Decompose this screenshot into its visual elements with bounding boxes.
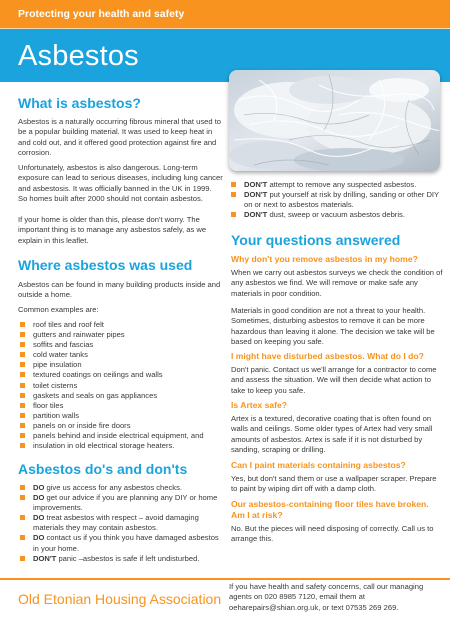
- list-item: pipe insulation: [20, 360, 230, 370]
- list-item: DO get our advice if you are planning any DIY or home improvements.: [20, 493, 225, 513]
- question-4: Can I paint materials containing asbestos?: [231, 460, 406, 470]
- list-item: soffits and fascias: [20, 340, 230, 350]
- list-item: DON'T attempt to remove any suspected asbestos.: [231, 180, 441, 190]
- donts-list: [231, 180, 441, 220]
- organisation-name: Old Etonian Housing Association: [18, 591, 222, 607]
- question-5: Our asbestos-containing floor tiles have broken. Am I at risk?: [231, 499, 429, 520]
- answer-1b: Materials in good condition are not a threat to your health. Sometimes, disturbing asbestos to remove it can be more hazardous than leaving it alone. The decision we take will be based on keeping you safe.: [231, 306, 435, 346]
- list-item: panels behind and inside electrical equipment, and: [20, 431, 230, 441]
- what-paragraph-2: Unfortunately, asbestos is also dangerous. Long-term exposure can lead to serious diseases, including lung cancer and asbestosis. It was officially banned in the UK in 1999. So homes built after 2000 should not contain asbestos.: [18, 163, 223, 203]
- list-item: panels on or inside fire doors: [20, 421, 230, 431]
- list-item: partition walls: [20, 411, 230, 421]
- tagline: Protecting your health and safety: [18, 8, 185, 20]
- where-paragraph-1: Asbestos can be found in many building products inside and outside a home.: [18, 280, 221, 300]
- footer-divider: [0, 578, 450, 580]
- list-item: cold water tanks: [20, 350, 230, 360]
- list-item: DON'T dust, sweep or vacuum asbestos debris.: [231, 210, 441, 220]
- list-item: toilet cisterns: [20, 381, 230, 391]
- list-item: DON'T panic –asbestos is safe if left undisturbed.: [20, 554, 225, 564]
- contact-info: If you have health and safety concerns, call our managing agents on 020 8985 7120, email them at oeharepairs@shian.org.uk, or text 07535 269 269.: [229, 582, 424, 612]
- list-item: floor tiles: [20, 401, 230, 411]
- heading-where-used: Where asbestos was used: [18, 257, 193, 273]
- answer-4: Yes, but don't sand them or use a wallpaper scraper. Prepare to paint by wiping dirt off with a damp cloth.: [231, 474, 437, 494]
- list-item: gaskets and seals on gas appliances: [20, 391, 230, 401]
- question-3: Is Artex safe?: [231, 400, 288, 410]
- asbestos-fibre-photo: [229, 70, 440, 171]
- examples-list: [20, 320, 230, 451]
- list-item: DO contact us if you think you have damaged asbestos in your home.: [20, 533, 225, 553]
- what-paragraph-3: If your home is older than this, please don't worry. The important thing is to manage any asbestos safely, as we explain in this leaflet.: [18, 215, 207, 245]
- heading-questions: Your questions answered: [231, 232, 401, 248]
- page-title: Asbestos: [18, 40, 139, 72]
- top-banner: [0, 0, 450, 28]
- heading-what-is-asbestos: What is asbestos?: [18, 95, 141, 111]
- list-item: DO give us access for any asbestos checks.: [20, 483, 225, 493]
- list-item: DO treat asbestos with respect – avoid damaging materials they may contain asbestos.: [20, 513, 225, 533]
- list-item: DON'T put yourself at risk by drilling, sanding or other DIY on or next to asbestos materials.: [231, 190, 441, 210]
- answer-1a: When we carry out asbestos surveys we check the condition of any asbestos we find. We will remove or make safe any materials in poor condition.: [231, 268, 443, 298]
- answer-3: Artex is a textured, decorative coating that is often found on walls and ceilings. Some older types of Artex had very small amounts of asbestos. Artex is safe if it is not disturbed by sanding, scraping or drilling.: [231, 414, 433, 454]
- list-item: gutters and rainwater pipes: [20, 330, 230, 340]
- what-paragraph-1: Asbestos is a naturally occurring fibrous mineral that used to be a popular building material. It was used to keep heat in and cold out, and it offered good protection against fire and corrosion.: [18, 117, 222, 157]
- heading-dos-donts: Asbestos do's and don'ts: [18, 461, 188, 477]
- dos-list: [20, 483, 225, 564]
- where-paragraph-2: Common examples are:: [18, 305, 99, 314]
- list-item: roof tiles and roof felt: [20, 320, 230, 330]
- list-item: textured coatings on ceilings and walls: [20, 370, 230, 380]
- list-item: insulation in old electrical storage heaters.: [20, 441, 230, 451]
- question-2: I might have disturbed asbestos. What do I do?: [231, 351, 424, 361]
- answer-2: Don't panic. Contact us we'll arrange for a contractor to come and assess the situation. We will then decide what action to take to keep you safe.: [231, 365, 437, 395]
- question-1: Why don't you remove asbestos in my home?: [231, 254, 418, 264]
- answer-5: No. But the pieces will need disposing of correctly. Call us to arrange this.: [231, 524, 434, 544]
